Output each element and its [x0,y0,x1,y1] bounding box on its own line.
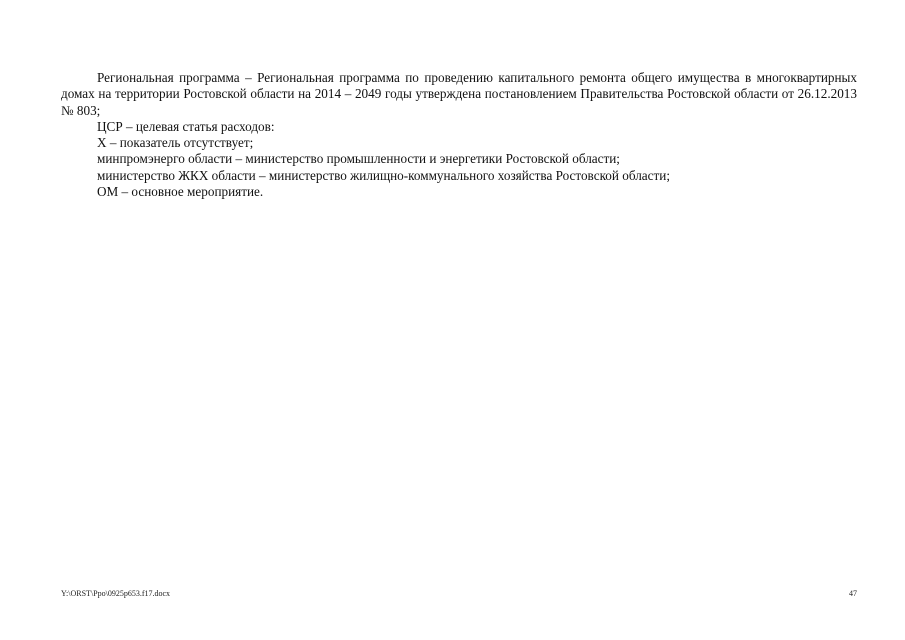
paragraph-csr-definition: ЦСР – целевая статья расходов: [97,118,275,134]
paragraph-x-definition: Х – показатель отсутствует; [97,135,254,151]
document-body [61,70,857,200]
paragraph-om-definition: ОМ – основное мероприятие. [97,184,264,200]
paragraph-ministry-zhkh-definition: министерство ЖКХ области – министерство жилищно-коммунального хозяйства Ростовской области; [97,167,670,183]
footer-file-path: Y:\ORST\Ppo\0925p653.f17.docx [61,589,171,598]
footer-page-number: 47 [849,589,857,598]
paragraph-regional-program: Региональная программа – Региональная программа по проведению капитального ремонта общего имущества в многоквартирных домах на территории Ростовской области на 2014 – 2049 годы утверждена постановлением Правительства Ростовской области от 26.12.2013 № 803; [61,70,857,118]
paragraph-minpromenergo-definition: минпромэнерго области – министерство промышленности и энергетики Ростовской области; [97,151,620,167]
